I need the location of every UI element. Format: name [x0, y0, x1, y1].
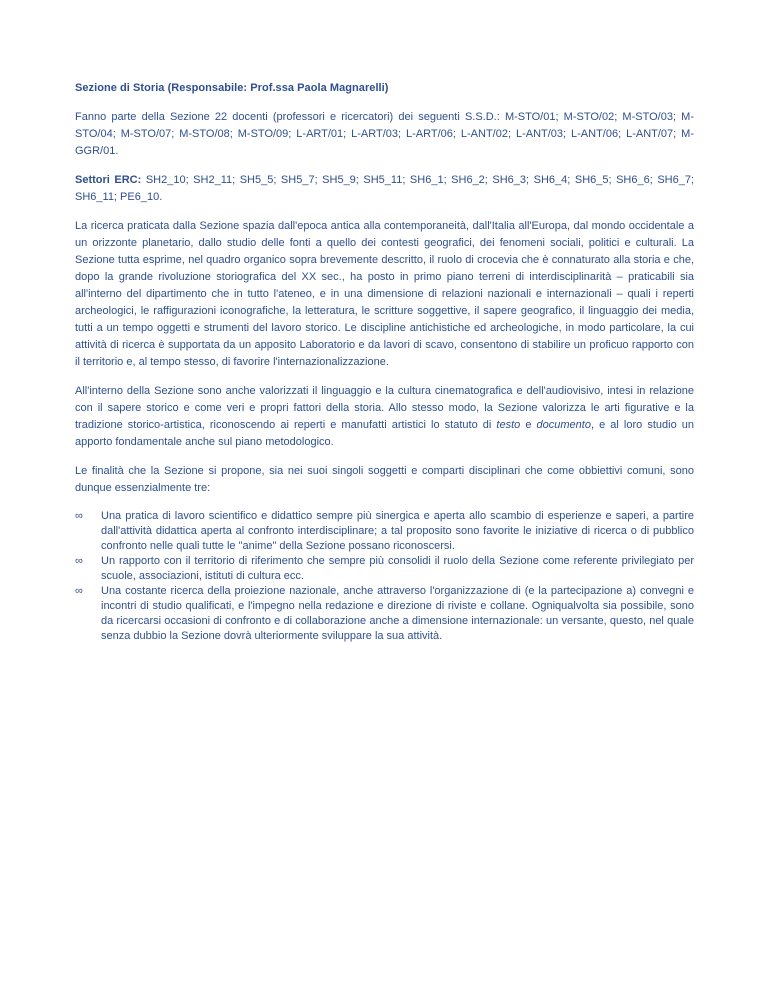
document-page: [75, 80, 694, 644]
infinity-bullet-icon: ∞: [75, 510, 83, 522]
erc-values: SH2_10; SH2_11; SH5_5; SH5_7; SH5_9; SH5_11; SH6_1; SH6_2; SH6_3; SH6_4; SH6_5; SH6_6; SH6_7; SH6_11; PE6_10.: [75, 174, 695, 203]
paragraph-2-emphasis-testo: testo: [496, 419, 521, 431]
paragraph-2-text-1: All'interno della Sezione sono anche valorizzati il linguaggio e la cultura cinematografica e dell'audiovisivo, intesi in relazione con il sapere storico e come veri e propri fattori della storia. Allo stesso modo, la Sezione valorizza le arti figurative e la tradizione storico-artistica, riconoscendo ai reperti e manufatti artistici lo statuto di: [75, 385, 694, 431]
section-title: Sezione di Storia (Responsabile: Prof.ssa Paola Magnarelli): [75, 82, 389, 94]
list-item-text: Un rapporto con il territorio di riferimento che sempre più consolidi il ruolo della Sezione come referente privilegiato per scuole, associazioni, istituti di cultura ecc.: [101, 555, 694, 582]
goals-intro-paragraph: Le finalità che la Sezione si propone, sia nei suoi singoli soggetti e comparti disciplinari che come obbiettivi comuni, sono dunque essenzialmente tre:: [75, 465, 694, 494]
list-item: [75, 509, 694, 554]
cinema-arts-paragraph: [75, 383, 694, 451]
paragraph-2-text-3: , e al loro studio un apporto fondamentale anche sul piano metodologico.: [75, 419, 694, 448]
list-item-text: Una costante ricerca della proiezione nazionale, anche attraverso l'organizzazione di (e la partecipazione a) convegni e incontri di studio qualificati, e l'impegno nella redazione e direzione di riviste e collane. Ogniqualvolta sia possibile, sono da ricercarsi occasioni di confronto e di collaborazione anche a dimensione internazionale: un versante, questo, nel quale senza dubbio la Sezione dovrà ulteriormente sviluppare la sua attività.: [101, 585, 694, 642]
research-paragraph: La ricerca praticata dalla Sezione spazia dall'epoca antica alla contemporaneità, dall'Italia all'Europa, dal mondo occidentale a un orizzonte planetario, dallo studio delle fonti a quello dei contesti geografici, dei fenomeni sociali, politici e culturali. La Sezione tutta esprime, nel quadro organico sopra brevemente descritto, il ruolo di crocevia che è connaturato alla storia e che, dopo la grande rivoluzione storiografica del XX sec., ha posto in primo piano terreni di interdisciplinarità – praticabili sia all'interno del dipartimento che in tutto l'ateneo, e in una dimensione di relazioni nazionali e internazionali – quali i reperti archeologici, le raffigurazioni iconografiche, la letteratura, le scritture soggettive, il sapere geografico, il linguaggio dei media, tutti a un tempo oggetti e strumenti del lavoro storico. Le discipline antichistiche ed archeologiche, in modo particolare, la cui attività di ricerca è supportata da un apposito Laboratorio e da lavori di scavo, consentono di stabilire un proficuo rapporto con il territorio e, al tempo stesso, di favorire l'internazionalizzazione.: [75, 220, 694, 368]
erc-paragraph: [75, 172, 694, 206]
list-item: [75, 554, 694, 584]
goals-list: [75, 509, 694, 644]
list-item: [75, 584, 694, 644]
infinity-bullet-icon: ∞: [75, 585, 83, 597]
list-item-text: Una pratica di lavoro scientifico e didattico sempre più sinergica e aperta allo scambio di esperienze e saperi, a partire dall'attività didattica aperta al confronto interdisciplinare; a tal proposito sono favorite le iniziative di ricerca o di pubblico confronto nelle quali tutte le "anime" della Sezione possano riconoscersi.: [101, 510, 694, 552]
erc-label: Settori ERC:: [75, 174, 142, 186]
paragraph-2-emphasis-documento: documento: [536, 419, 591, 431]
infinity-bullet-icon: ∞: [75, 555, 83, 567]
paragraph-2-text-2: e: [520, 419, 537, 431]
intro-paragraph: Fanno parte della Sezione 22 docenti (professori e ricercatori) dei seguenti S.S.D.: M-STO/01; M-STO/02; M-STO/03; M-STO/04; M-STO/07; M-STO/08; M-STO/09; L-ART/01; L-ART/03; L-ART/06; L-ANT/02; L-ANT/03; L-ANT/06; L-ANT/07; M-GGR/01.: [75, 111, 694, 157]
